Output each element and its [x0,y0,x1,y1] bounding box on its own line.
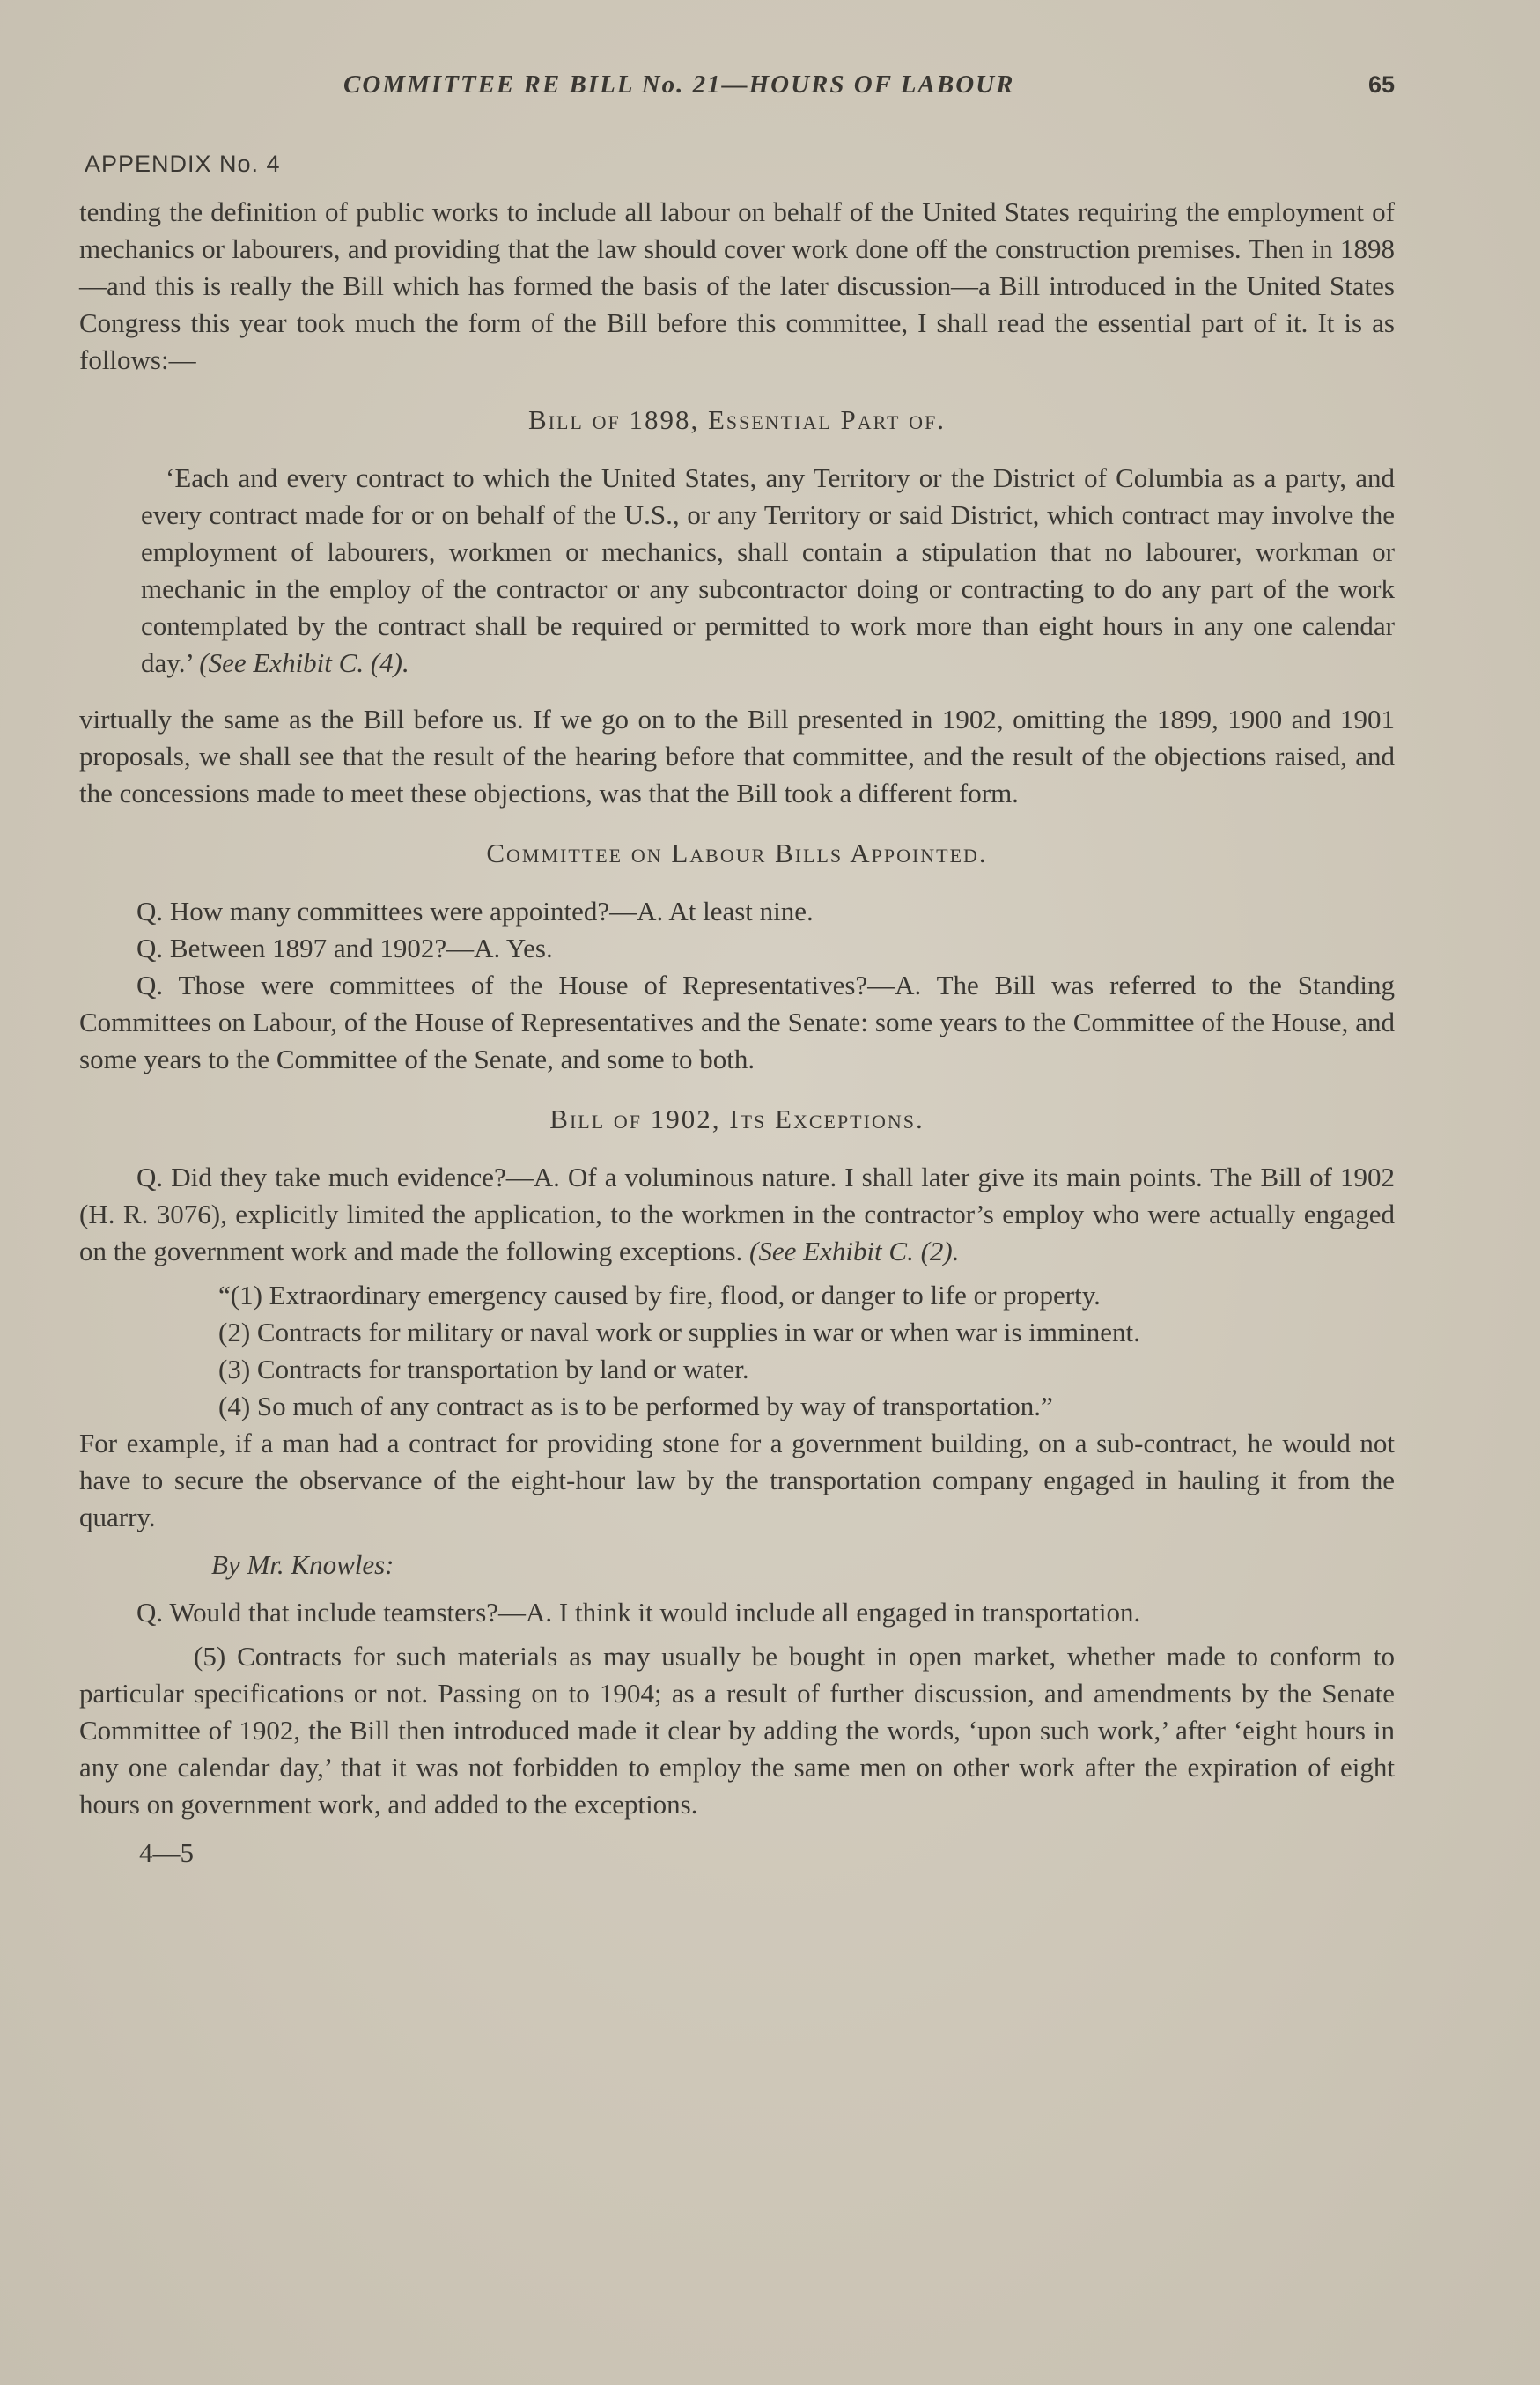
paragraph: tending the definition of public works to include all labour on behalf of the United States requiring the employment of mechanics or labourers, and providing that the law should cover work done off the construction premises. Then in 1898—and this is really the Bill which has formed the basis of the later discussion—a Bill introduced in the United States Congress this year took much the form of the Bill before this committee, I shall read the essential part of it. It is as follows:— [79,196,1395,375]
question-answer [79,1159,1395,1270]
section-heading: Bill of 1902, Its Exceptions. [549,1104,925,1134]
exception-item: “(1) Extraordinary emergency caused by fire, flood, or danger to life or property. [218,1280,1101,1311]
exception-item: (4) So much of any contract as is to be performed by way of transportation.” [218,1391,1053,1421]
section-heading: Bill of 1898, Essential Part of. [527,404,947,435]
question-answer: Q. Would that include teamsters?—A. I think it would include all engaged in transportation. [136,1597,1141,1628]
quote-text: ‘Each and every contract to which the United States, any Territory or the District of Columbia as a party, and every contract made for or on behalf of the U.S., or any Territory or said District, which contract may involve the employment of labourers, workmen or mechanics, shall contain a stipulation that no labourer, workman or mechanic in the employ of the contractor or any subcontractor doing or contracting to do any part of the work contemplated by the contract shall be required or permitted to work more than eight hours in any one calendar day.’ [141,462,1395,678]
exception-item: (3) Contracts for transportation by land or water. [218,1354,749,1384]
paragraph: For example, if a man had a contract for providing stone for a government building, on a sub-contract, he would not have to secure the observance of the eight-hour law by the transportation company engaged in hauling it from the quarry. [79,1428,1395,1532]
question-answer: Q. Between 1897 and 1902?—A. Yes. [136,933,553,964]
signature-mark: 4—5 [139,1837,194,1868]
qa-text: Q. Did they take much evidence?—A. Of a voluminous nature. I shall later give its main points. The Bill of 1902 (H. R. 3076), explicitly limited the application, to the workmen in the contractor’s employ who were actually engaged on the government work and made the following exceptions. [79,1162,1395,1266]
paragraph: virtually the same as the Bill before us. If we go on to the Bill presented in 1902, omitting the 1899, 1900 and 1901 proposals, we shall see that the result of the hearing before that committee, and the result of the objections raised, and the concessions made to meet these objections, was that the Bill took a different form. [79,704,1395,809]
running-head [343,70,1395,100]
exhibit-reference: (See Exhibit C. (2). [749,1236,960,1266]
exhibit-reference: (See Exhibit C. (4). [199,647,409,678]
question-answer: Q. Those were committees of the House of Representatives?—A. The Bill was referred to the Standing Committees on Labour, of the House of Representatives and the Senate: some years to the Committee of the House, and some years to the Committee of the Senate, and some to both. [79,970,1395,1074]
page-number: 65 [1367,71,1395,98]
speaker-label: By Mr. Knowles: [211,1549,394,1580]
section-heading: Committee on Labour Bills Appointed. [486,838,988,868]
body-text [79,194,1395,1823]
exception-item: (2) Contracts for military or naval work or supplies in war or when war is imminent. [218,1317,1140,1348]
block-quote [141,460,1395,682]
appendix-label: APPENDIX No. 4 [85,151,281,177]
question-answer: Q. How many committees were appointed?—A. At least nine. [136,896,814,927]
exception-item: (5) Contracts for such materials as may usually be bought in open market, whether made to conform to particular specifications or not. Passing on to 1904; as a result of further discussion, and amendments by the Senate Committee of 1902, the Bill then introduced made it clear by adding the words, ‘upon such work,’ after ‘eight hours in any one calendar day,’ that it was not forbidden to employ the same men on other work after the expiration of eight hours on government work, and added to the exceptions. [79,1641,1395,1820]
running-head-title: COMMITTEE RE BILL No. 21—HOURS OF LABOUR [343,70,1015,99]
